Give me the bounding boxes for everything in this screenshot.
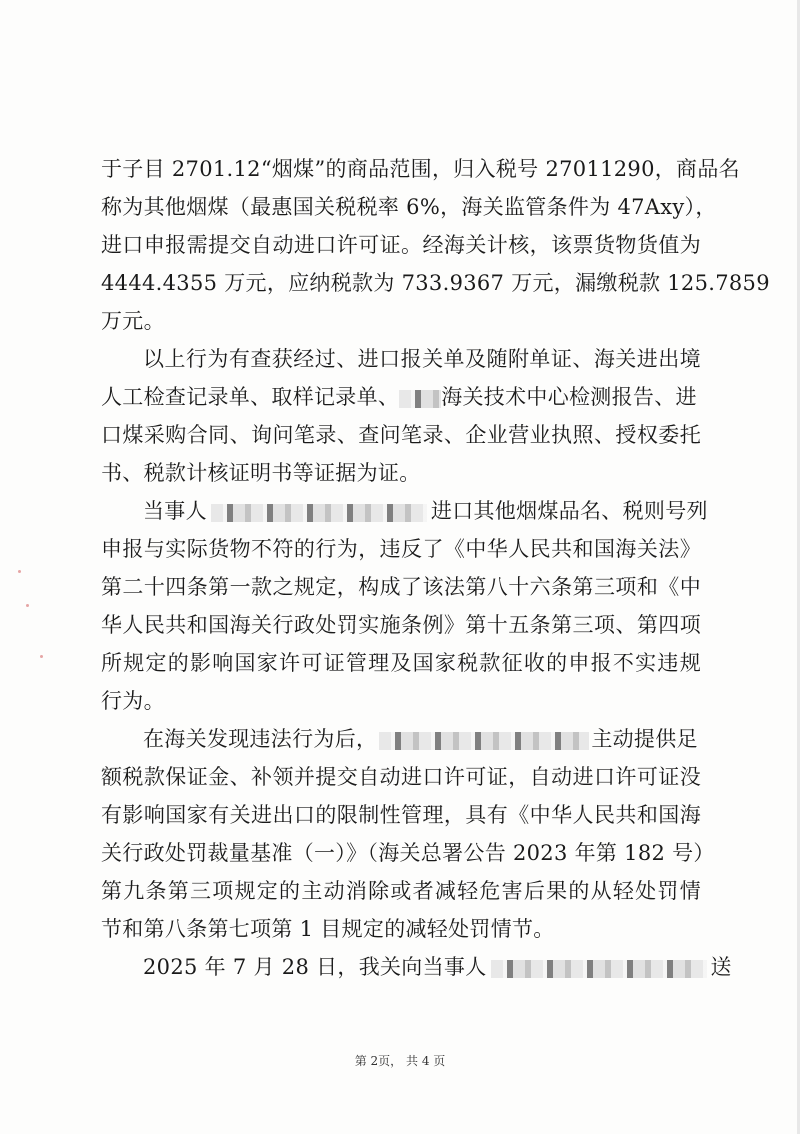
text-line: 4444.4355 万元，应纳税款为 733.9367 万元，漏缴税款 125.7859 bbox=[101, 271, 770, 295]
text-line: 节和第八条第七项第 1 目规定的减轻处罚情节。 bbox=[101, 917, 555, 941]
text-line: 申报与实际货物不符的行为，违反了《中华人民共和国海关法》 bbox=[101, 537, 701, 561]
red-mark bbox=[26, 604, 29, 607]
text-segment: 在海关发现违法行为后， bbox=[143, 727, 378, 751]
text-line: 书、税款计核证明书等证据为证。 bbox=[101, 461, 421, 485]
redaction-block bbox=[399, 390, 441, 408]
text-line: 所规定的影响国家许可证管理及国家税款征收的申报不实违规 bbox=[101, 651, 701, 675]
text-line: 进口申报需提交自动进口许可证。经海关计核，该票货物货值为 bbox=[101, 233, 701, 257]
text-line: 以上行为有查获经过、进口报关单及随附单证、海关进出境 bbox=[143, 347, 701, 371]
text-line: 有影响国家有关进出口的限制性管理，具有《中华人民共和国海 bbox=[101, 803, 701, 827]
red-mark bbox=[18, 570, 21, 573]
text-segment: 送 bbox=[710, 955, 732, 979]
redaction-block bbox=[491, 960, 707, 978]
text-segment: 进口其他烟煤品名、税则号列 bbox=[430, 499, 708, 523]
text-line: 第二十四条第一款之规定，构成了该法第八十六条第三项和《中 bbox=[101, 575, 701, 599]
text-line: 华人民共和国海关行政处罚实施条例》第十五条第三项、第四项 bbox=[101, 613, 701, 637]
text-segment: 人工检查记录单、取样记录单、 bbox=[101, 385, 400, 409]
text-line: 第九条第三项规定的主动消除或者减轻危害后果的从轻处罚情 bbox=[101, 879, 701, 903]
text-segment: 主动提供足 bbox=[591, 727, 698, 751]
text-line bbox=[143, 720, 698, 758]
page-number-footer: 第 2页， 共 4 页 bbox=[354, 1054, 446, 1068]
red-mark bbox=[40, 655, 43, 658]
text-line: 称为其他烟煤（最惠国关税税率 6%，海关监管条件为 47Axy）， bbox=[101, 195, 717, 219]
text-segment: 当事人 bbox=[143, 499, 207, 523]
text-line bbox=[101, 378, 697, 416]
text-segment: 2025 年 7 月 28 日，我关向当事人 bbox=[143, 955, 487, 979]
redaction-block bbox=[211, 504, 427, 522]
text-line: 万元。 bbox=[101, 309, 165, 333]
text-line bbox=[143, 948, 732, 986]
redaction-block bbox=[379, 732, 589, 750]
text-line: 口煤采购合同、询问笔录、查问笔录、企业营业执照、授权委托 bbox=[101, 423, 701, 447]
text-segment: 海关技术中心检测报告、进 bbox=[441, 385, 697, 409]
text-line: 行为。 bbox=[101, 689, 165, 713]
text-line: 额税款保证金、补领并提交自动进口许可证，自动进口许可证没 bbox=[101, 765, 701, 789]
text-line bbox=[143, 492, 708, 530]
text-line: 于子目 2701.12“烟煤”的商品范围，归入税号 27011290，商品名 bbox=[101, 157, 740, 181]
text-line: 关行政处罚裁量基准（一）》（海关总署公告 2023 年第 182 号） bbox=[101, 841, 715, 865]
